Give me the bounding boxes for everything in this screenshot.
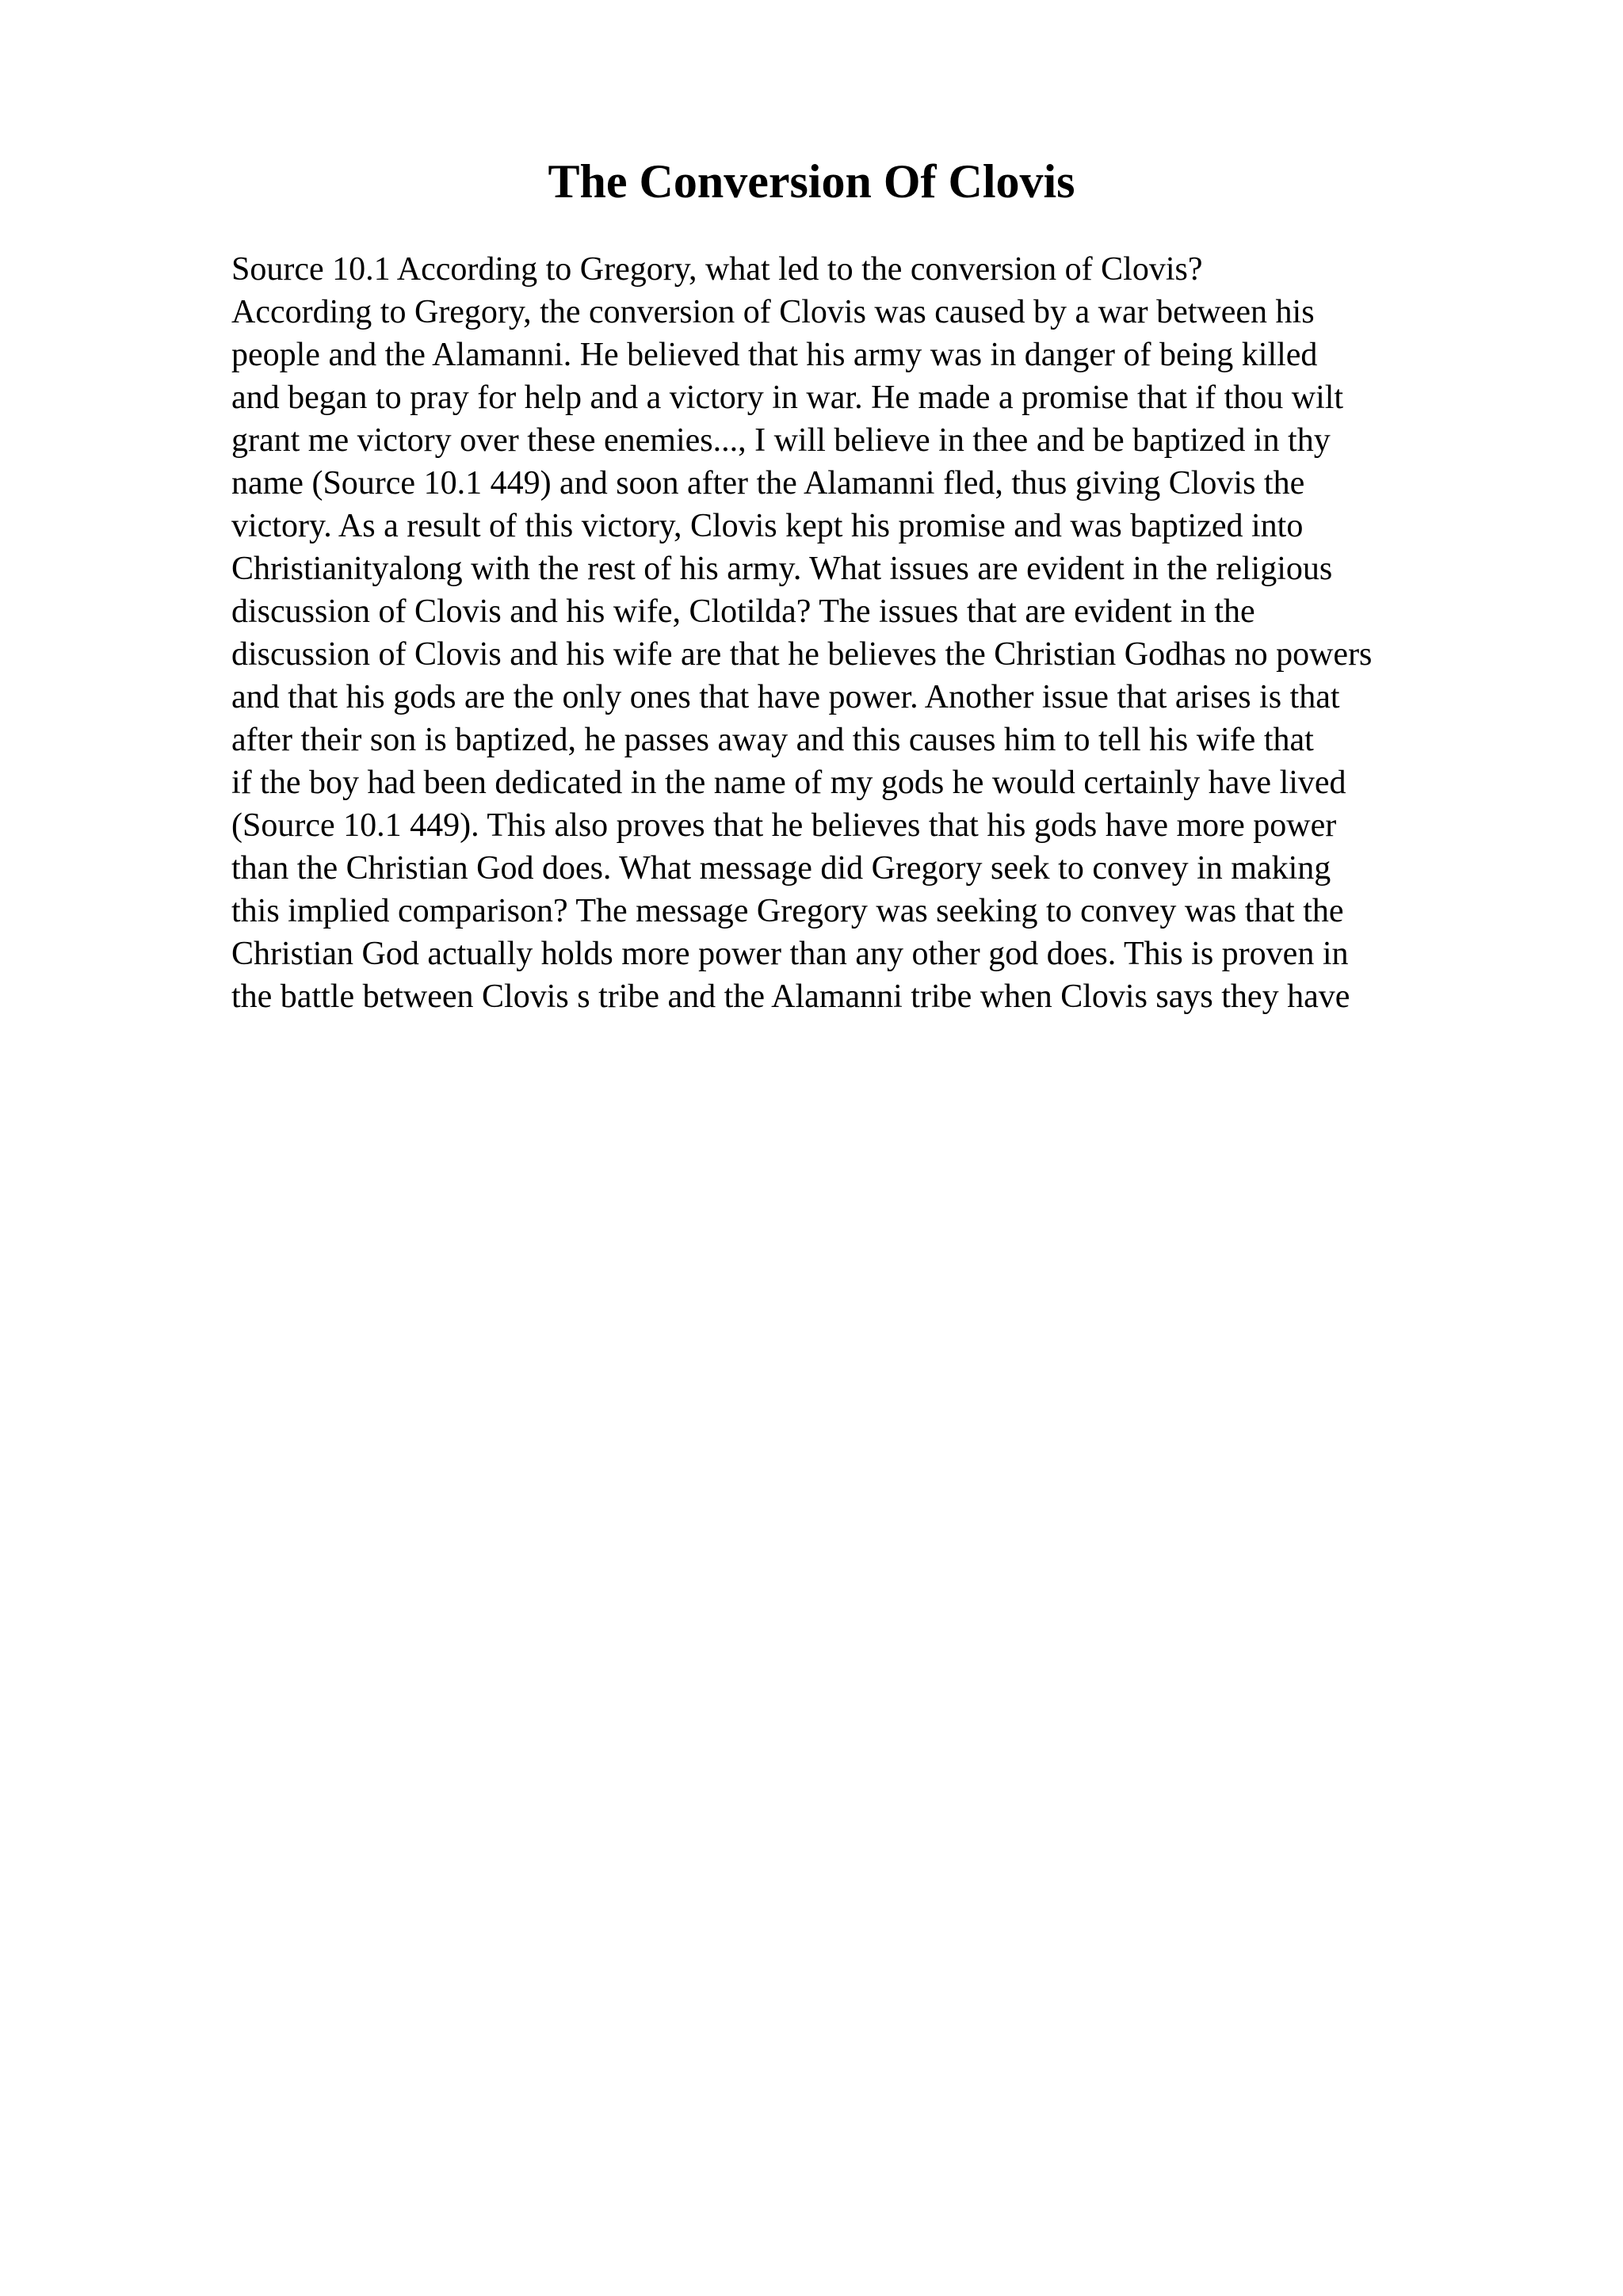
- body-line: than the Christian God does. What message did Gregory seek to convey in making: [231, 850, 1331, 887]
- body-line: if the boy had been dedicated in the name of my gods he would certainly have lived: [231, 765, 1346, 801]
- body-line: grant me victory over these enemies..., I will believe in thee and be baptized in thy: [231, 422, 1331, 459]
- body-line: Source 10.1 According to Gregory, what led to the conversion of Clovis?: [231, 251, 1203, 288]
- body-line: Christianityalong with the rest of his army. What issues are evident in the religious: [231, 551, 1333, 587]
- body-line: people and the Alamanni. He believed that his army was in danger of being killed: [231, 337, 1318, 373]
- body-line: victory. As a result of this victory, Clovis kept his promise and was baptized into: [231, 508, 1304, 544]
- body-line: the battle between Clovis s tribe and the Alamanni tribe when Clovis says they have: [231, 978, 1350, 1015]
- body-line: According to Gregory, the conversion of Clovis was caused by a war between his: [231, 294, 1315, 330]
- body-line: name (Source 10.1 449) and soon after the Alamanni fled, thus giving Clovis the: [231, 465, 1305, 502]
- body-line: after their son is baptized, he passes away and this causes him to tell his wife that: [231, 722, 1314, 758]
- body-line: (Source 10.1 449). This also proves that he believes that his gods have more power: [231, 807, 1337, 844]
- document-body: [231, 248, 1610, 1018]
- body-line: and began to pray for help and a victory in war. He made a promise that if thou wilt: [231, 379, 1344, 416]
- document-title: The Conversion Of Clovis: [548, 155, 1075, 208]
- body-line: this implied comparison? The message Gregory was seeking to convey was that the: [231, 893, 1344, 929]
- body-line: discussion of Clovis and his wife are that he believes the Christian Godhas no powers: [231, 636, 1373, 673]
- body-line: discussion of Clovis and his wife, Clotilda? The issues that are evident in the: [231, 593, 1255, 630]
- body-line: Christian God actually holds more power than any other god does. This is proven in: [231, 936, 1349, 972]
- body-line: and that his gods are the only ones that have power. Another issue that arises is that: [231, 679, 1340, 715]
